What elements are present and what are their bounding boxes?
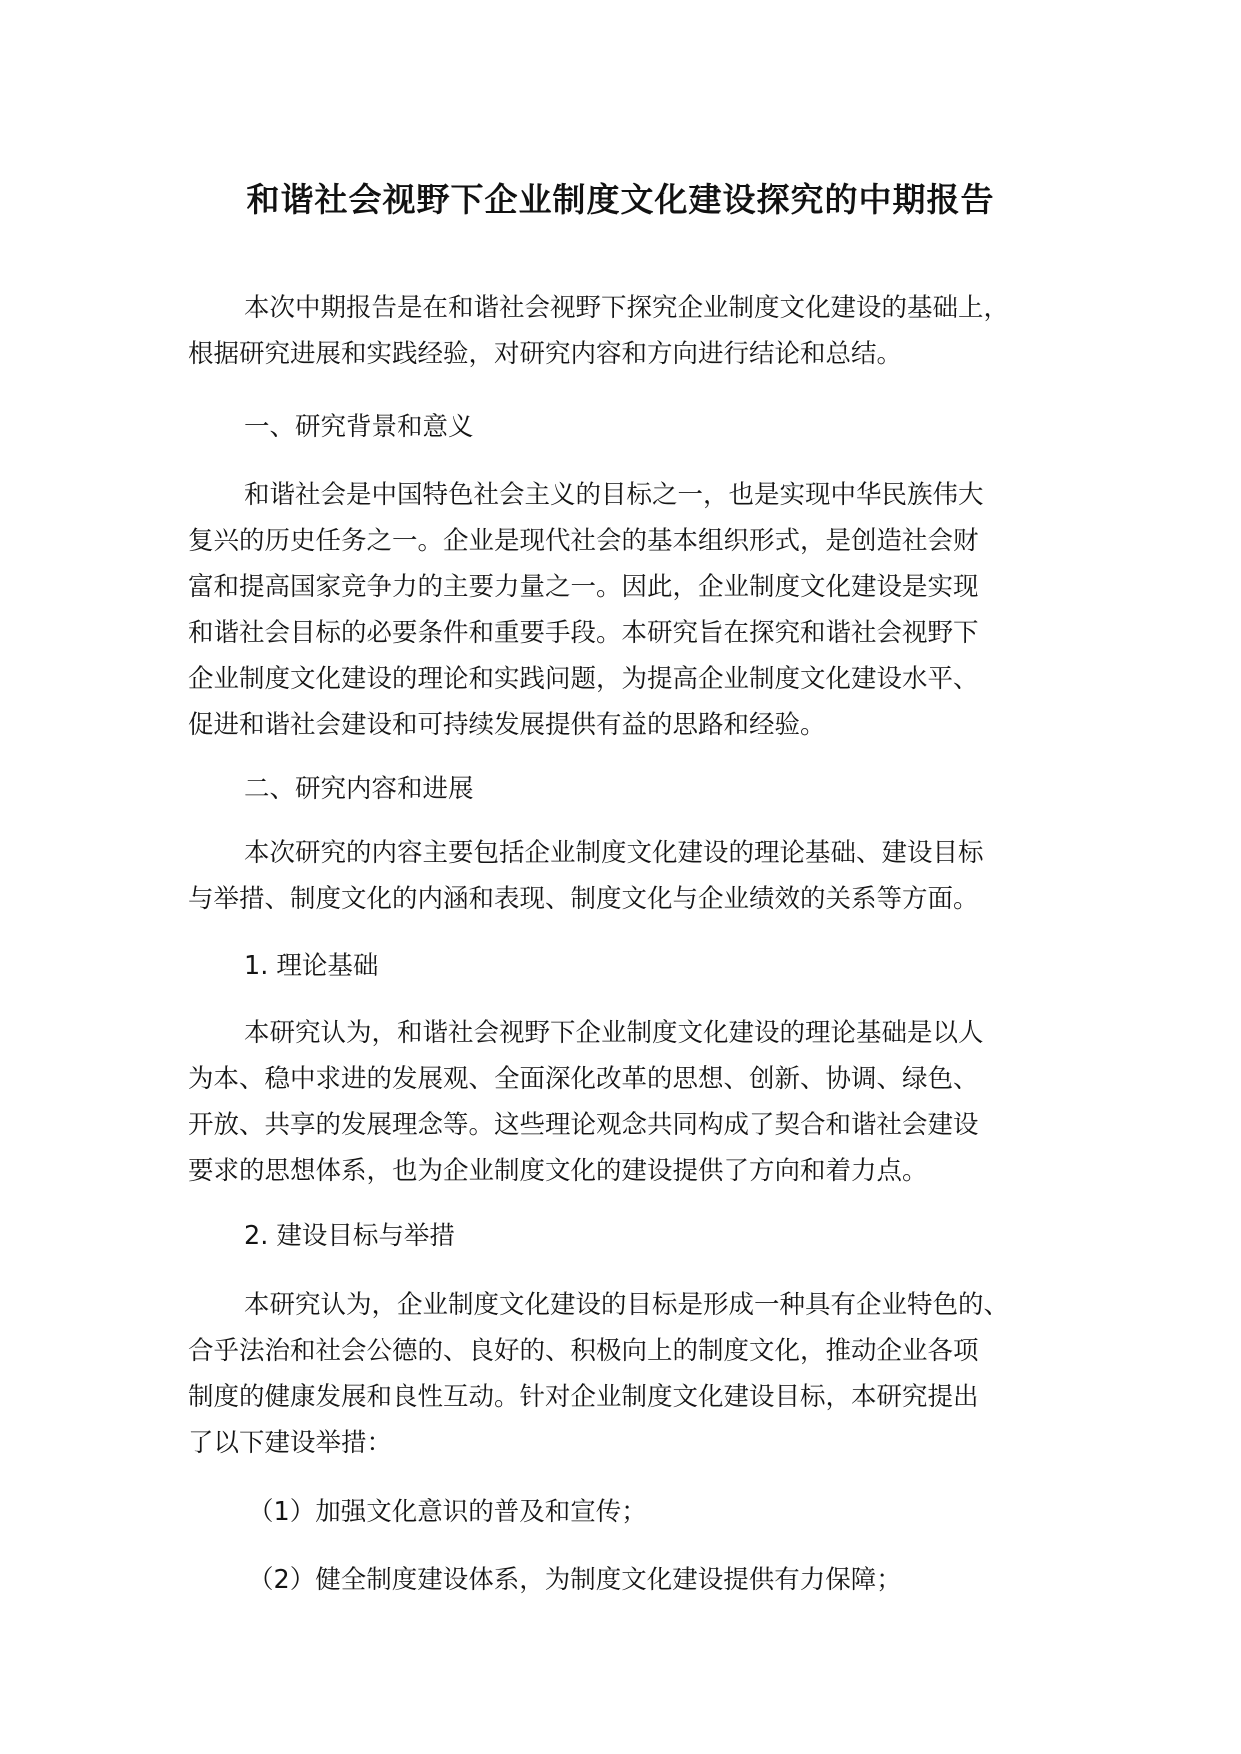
paragraph-line: 复兴的历史任务之一。企业是现代社会的基本组织形式，是创造社会财 bbox=[188, 526, 979, 556]
list-item-1: （1）加强文化意识的普及和宣传； bbox=[248, 1497, 647, 1527]
paragraph-line: 合乎法治和社会公德的、良好的、积极向上的制度文化，推动企业各项 bbox=[188, 1336, 979, 1366]
intro-line-2: 根据研究进展和实践经验，对研究内容和方向进行结论和总结。 bbox=[188, 339, 903, 369]
paragraph-line: 和谐社会是中国特色社会主义的目标之一，也是实现中华民族伟大 bbox=[244, 480, 984, 510]
paragraph-line: 为本、稳中求进的发展观、全面深化改革的思想、创新、协调、绿色、 bbox=[188, 1064, 979, 1094]
section-heading-1: 一、研究背景和意义 bbox=[244, 412, 474, 442]
paragraph-line: 本研究认为，企业制度文化建设的目标是形成一种具有企业特色的、 bbox=[244, 1290, 1010, 1320]
paragraph-line: 本研究认为，和谐社会视野下企业制度文化建设的理论基础是以人 bbox=[244, 1018, 984, 1048]
paragraph-line: 企业制度文化建设的理论和实践问题，为提高企业制度文化建设水平、 bbox=[188, 664, 979, 694]
paragraph-line: 促进和谐社会建设和可持续发展提供有益的思路和经验。 bbox=[188, 710, 826, 740]
paragraph-line: 富和提高国家竞争力的主要力量之一。因此，企业制度文化建设是实现 bbox=[188, 572, 979, 602]
paragraph-line: 开放、共享的发展理念等。这些理论观念共同构成了契合和谐社会建设 bbox=[188, 1110, 979, 1140]
list-item-2: （2）健全制度建设体系，为制度文化建设提供有力保障； bbox=[248, 1565, 902, 1595]
paragraph-line: 了以下建设举措： bbox=[188, 1428, 393, 1458]
paragraph-line: 要求的思想体系，也为企业制度文化的建设提供了方向和着力点。 bbox=[188, 1156, 928, 1186]
subsection-heading-2: 2. 建设目标与举措 bbox=[244, 1221, 455, 1251]
subsection-heading-1: 1. 理论基础 bbox=[244, 951, 379, 981]
paragraph-line: 和谐社会目标的必要条件和重要手段。本研究旨在探究和谐社会视野下 bbox=[188, 618, 979, 648]
section-heading-2: 二、研究内容和进展 bbox=[244, 774, 474, 804]
paragraph-line: 制度的健康发展和良性互动。针对企业制度文化建设目标，本研究提出 bbox=[188, 1382, 979, 1412]
intro-line-1: 本次中期报告是在和谐社会视野下探究企业制度文化建设的基础上， bbox=[244, 293, 1010, 323]
document-title: 和谐社会视野下企业制度文化建设探究的中期报告 bbox=[246, 180, 995, 219]
paragraph-line: 本次研究的内容主要包括企业制度文化建设的理论基础、建设目标 bbox=[244, 838, 984, 868]
paragraph-line: 与举措、制度文化的内涵和表现、制度文化与企业绩效的关系等方面。 bbox=[188, 884, 979, 914]
